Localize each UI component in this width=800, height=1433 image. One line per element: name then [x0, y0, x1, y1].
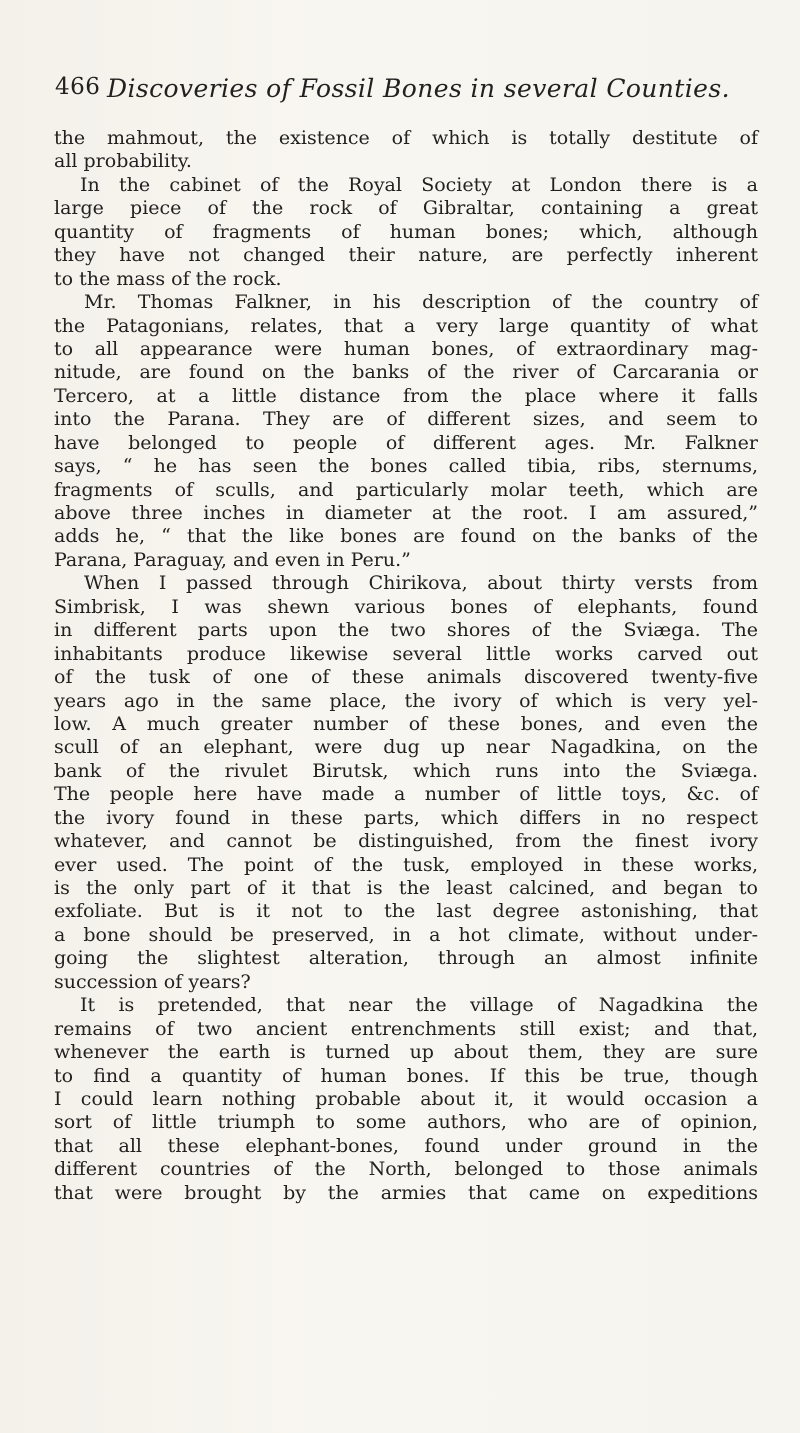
text-line: years ago in the same place, the ivory of which is very yel-: [54, 689, 758, 712]
text-line: above three inches in diameter at the root. I am assured,”: [54, 502, 758, 524]
text-line: sort of little triumph to some authors, who are of opinion,: [54, 1111, 758, 1134]
text-line: When I passed through Chirikova, about thirty versts from: [84, 572, 758, 595]
text-line: into the Parana. They are of different sizes, and seem to: [54, 408, 758, 431]
text-line: Simbrisk, I was shewn various bones of elephants, found: [54, 595, 758, 618]
text-line: In the cabinet of the Royal Society at London there is a: [80, 173, 758, 196]
text-line: all probability.: [54, 150, 192, 173]
text-line: Mr. Thomas Falkner, in his description of the country of: [84, 291, 758, 314]
text-line: different countries of the North, belonged to those animals: [54, 1158, 758, 1181]
text-line: succession of years?: [54, 970, 251, 993]
text-line: that were brought by the armies that came on expeditions: [54, 1181, 758, 1204]
text-line: the ivory found in these parts, which differs in no respect: [54, 806, 758, 829]
text-line: to find a quantity of human bones. If this be true, though: [54, 1064, 758, 1087]
text-line: that all these elephant-bones, found under ground in the: [54, 1134, 758, 1157]
text-line: going the slightest alteration, through an almost infinite: [54, 947, 758, 970]
text-line: says, “ he has seen the bones called tibia, ribs, sternums,: [54, 455, 758, 478]
text-line: low. A much greater number of these bones, and even the: [54, 712, 758, 735]
text-line: a bone should be preserved, in a hot climate, without under-: [54, 923, 758, 946]
body-text: [54, 127, 758, 1205]
text-line: the Patagonians, relates, that a very large quantity of what: [54, 314, 758, 337]
text-line: the mahmout, the existence of which is totally destitute of: [54, 127, 758, 149]
text-line: Tercero, at a little distance from the place where it falls: [54, 384, 758, 407]
text-line: remains of two ancient entrenchments still exist; and that,: [54, 1017, 758, 1040]
running-title: Discoveries of Fossil Bones in several Counties.: [107, 74, 730, 103]
text-line: nitude, are found on the banks of the river of Carcarania or: [54, 361, 758, 384]
text-line: exfoliate. But is it not to the last degree astonishing, that: [54, 900, 758, 923]
text-line: have belonged to people of different ages. Mr. Falkner: [54, 431, 758, 454]
text-line: large piece of the rock of Gibraltar, containing a great: [54, 197, 758, 220]
text-line: quantity of fragments of human bones; which, although: [54, 220, 758, 243]
page-number: 466: [55, 74, 101, 100]
text-line: It is pretended, that near the village of Nagadkina the: [80, 994, 758, 1017]
text-line: Parana, Paraguay, and even in Peru.”: [54, 548, 411, 571]
text-line: they have not changed their nature, are perfectly inherent: [54, 244, 758, 267]
text-line: to the mass of the rock.: [54, 267, 282, 290]
text-line: inhabitants produce likewise several little works carved out: [54, 642, 758, 665]
text-line: is the only part of it that is the least calcined, and began to: [54, 877, 758, 899]
running-head: [55, 74, 755, 106]
text-line: I could learn nothing probable about it, it would occasion a: [54, 1087, 758, 1110]
text-line: The people here have made a number of little toys, &c. of: [54, 783, 758, 806]
text-line: ever used. The point of the tusk, employed in these works,: [54, 853, 758, 876]
text-line: in different parts upon the two shores of the Sviæga. The: [54, 619, 758, 642]
text-line: adds he, “ that the like bones are found on the banks of the: [54, 525, 758, 548]
text-line: whenever the earth is turned up about them, they are sure: [54, 1041, 758, 1064]
text-line: scull of an elephant, were dug up near Nagadkina, on the: [54, 736, 758, 759]
text-line: of the tusk of one of these animals discovered twenty-five: [54, 666, 758, 689]
text-line: to all appearance were human bones, of extraordinary mag-: [54, 337, 758, 360]
text-line: whatever, and cannot be distinguished, from the finest ivory: [54, 830, 758, 853]
text-line: bank of the rivulet Birutsk, which runs into the Sviæga.: [54, 759, 758, 782]
text-line: fragments of sculls, and particularly molar teeth, which are: [54, 478, 758, 501]
